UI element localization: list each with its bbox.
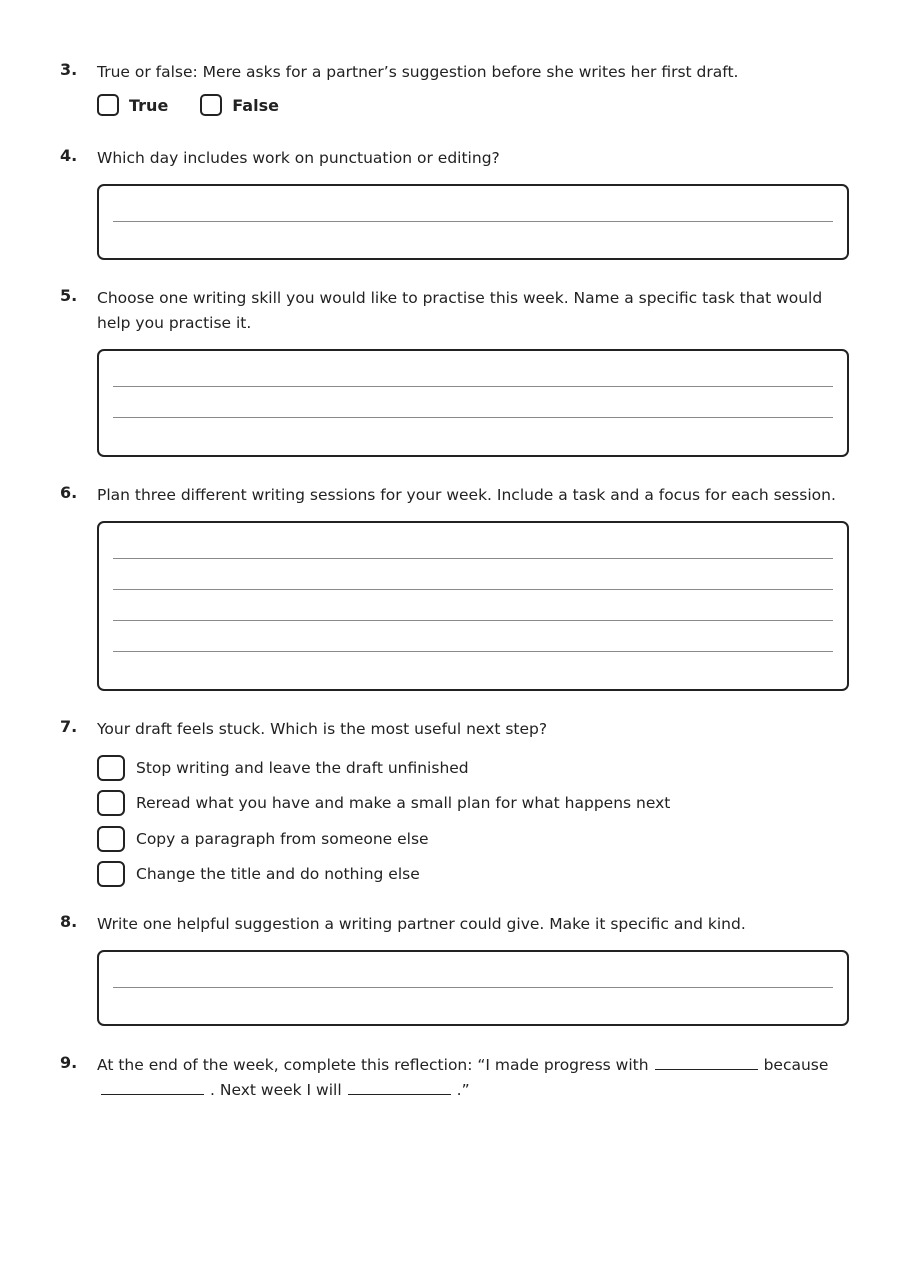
question-number: 3. [60,60,78,79]
answer-box-q4[interactable] [97,184,849,260]
option-false-label: False [232,95,279,115]
writing-line [113,558,833,559]
reflection-part-2: because [763,1056,829,1074]
question-8 [60,912,850,937]
question-number: 4. [60,146,78,165]
question-number: 5. [60,286,78,305]
mc-option-label: Copy a paragraph from someone else [136,830,429,848]
option-true[interactable] [97,94,168,116]
answer-box-q8[interactable] [97,950,849,1026]
question-text: Choose one writing skill you would like to practise this week. Name a specific task that would help you practise it. [97,289,823,332]
option-false[interactable] [200,94,279,116]
question-5 [60,286,850,336]
mc-option-label: Stop writing and leave the draft unfinished [136,759,469,777]
checkbox-option-2[interactable] [97,790,125,816]
writing-line [113,987,833,988]
mc-option-label: Reread what you have and make a small plan for what happens next [136,794,671,812]
question-text: Plan three different writing sessions for your week. Include a task and a focus for each session. [97,486,836,504]
question-text: Write one helpful suggestion a writing partner could give. Make it specific and kind. [97,915,746,933]
reflection-part-4: .” [456,1081,470,1099]
question-6 [60,483,850,508]
fill-in-blank-2[interactable] [101,1078,204,1095]
mc-option-3[interactable] [97,826,429,852]
checkbox-true[interactable] [97,94,119,116]
fill-in-blank-3[interactable] [348,1078,451,1095]
checkbox-option-4[interactable] [97,861,125,887]
checkbox-option-1[interactable] [97,755,125,781]
reflection-part-1: At the end of the week, complete this reflection: “I made progress with [97,1056,649,1074]
writing-line [113,221,833,222]
true-false-options [97,94,311,116]
question-9 [60,1053,850,1103]
writing-line [113,589,833,590]
answer-box-q5[interactable] [97,349,849,457]
question-text: True or false: Mere asks for a partner’s suggestion before she writes her first draft. [97,63,739,81]
question-3 [60,60,850,85]
writing-line [113,386,833,387]
reflection-text [97,1053,850,1103]
writing-line [113,417,833,418]
option-true-label: True [129,95,169,115]
mc-option-label: Change the title and do nothing else [136,865,420,883]
question-number: 9. [60,1053,78,1072]
writing-line [113,620,833,621]
question-number: 8. [60,912,78,931]
checkbox-false[interactable] [200,94,222,116]
question-number: 6. [60,483,78,502]
mc-option-1[interactable] [97,755,469,781]
answer-box-q6[interactable] [97,521,849,691]
fill-in-blank-1[interactable] [655,1053,758,1070]
mc-option-4[interactable] [97,861,420,887]
question-4 [60,146,850,171]
question-text: Which day includes work on punctuation or editing? [97,149,500,167]
question-7 [60,717,850,742]
reflection-part-3: . Next week I will [210,1081,342,1099]
question-number: 7. [60,717,78,736]
writing-line [113,651,833,652]
question-text: Your draft feels stuck. Which is the most useful next step? [97,720,548,738]
mc-option-2[interactable] [97,790,670,816]
checkbox-option-3[interactable] [97,826,125,852]
